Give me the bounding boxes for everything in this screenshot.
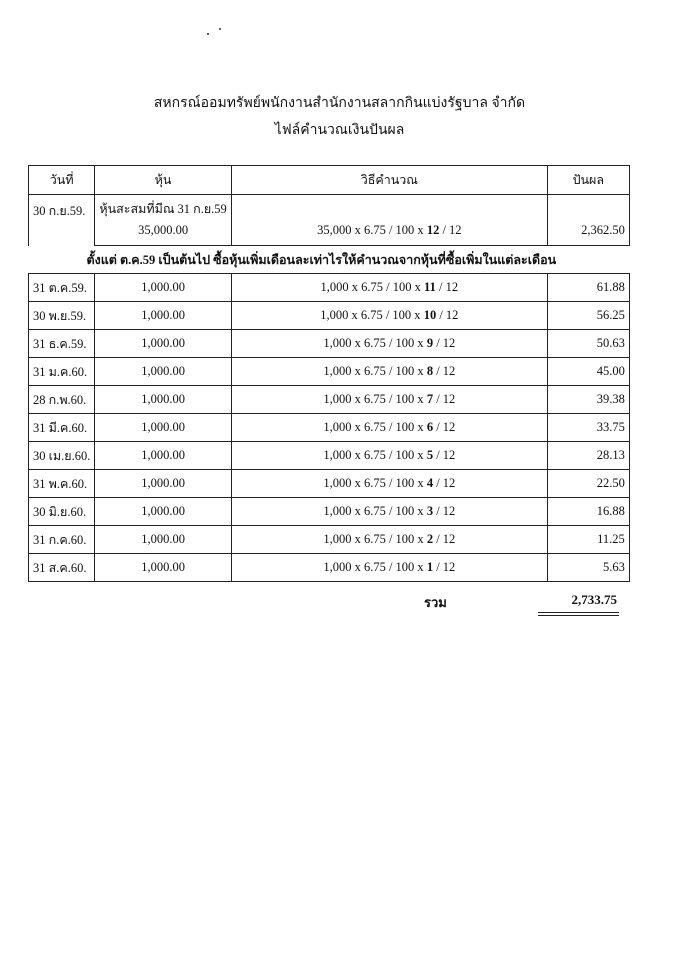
total-double-underline-top	[538, 612, 619, 613]
row-dividend: 2,362.50	[547, 223, 629, 246]
row-dividend: 39.38	[547, 386, 629, 414]
row-shares: 1,000.00	[95, 358, 231, 386]
method-months: 11	[424, 280, 436, 294]
note-row	[29, 246, 630, 274]
row-method	[231, 526, 547, 554]
method-formula: 1,000 x 6.75 / 100 x	[320, 308, 424, 322]
row-shares: 1,000.00	[95, 274, 231, 302]
method-formula: 1,000 x 6.75 / 100 x	[320, 280, 425, 294]
row-date: 31 ธ.ค.59.	[29, 330, 95, 358]
table-row-accumulated	[29, 195, 630, 224]
table-header-row	[29, 166, 630, 195]
row-dividend: 33.75	[547, 414, 629, 442]
method-months: 5	[426, 448, 434, 462]
row-method	[231, 554, 547, 582]
file-title: ไฟล์คำนวณเงินปันผล	[274, 123, 405, 138]
row-method	[231, 470, 547, 498]
row-shares: 1,000.00	[95, 526, 231, 554]
total-double-underline-bottom	[538, 615, 619, 616]
method-formula: 1,000 x 6.75 / 100 x	[323, 364, 427, 378]
method-months: 6	[426, 420, 434, 434]
row-method	[231, 414, 547, 442]
note-text: ตั้งแต่ ต.ค.59 เป็นต้นไป ซื้อหุ้นเพิ่มเดือนละเท่าไรให้คำนวณจากหุ้นที่ซื้อเพิ่มในแต่ละเดือน	[86, 252, 557, 267]
row-dividend: 22.50	[547, 470, 629, 498]
method-formula: 1,000 x 6.75 / 100 x	[323, 532, 427, 546]
row-shares: 1,000.00	[95, 498, 231, 526]
scan-speck	[219, 28, 221, 30]
row-shares: 1,000.00	[95, 470, 231, 498]
method-formula: 1,000 x 6.75 / 100 x	[323, 448, 427, 462]
row-shares: 1,000.00	[95, 302, 231, 330]
method-formula: 1,000 x 6.75 / 100 x	[323, 504, 427, 518]
row-dividend: 5.63	[547, 554, 629, 582]
org-name: สหกรณ์ออมทรัพย์พนักงานสำนักงานสลากกินแบ่งรัฐบาล จำกัด	[153, 96, 526, 111]
row-dividend: 45.00	[547, 358, 629, 386]
row-dividend: 50.63	[547, 330, 629, 358]
method-divisor: / 12	[433, 364, 456, 378]
table-row	[29, 302, 630, 330]
method-formula: 35,000 x 6.75 / 100 x	[317, 223, 427, 237]
col-header-dividend: ปันผล	[547, 166, 629, 195]
row-method	[231, 442, 547, 470]
row-date: 31 พ.ค.60.	[29, 470, 95, 498]
col-header-date: วันที่	[29, 166, 95, 195]
row-date: 30 เม.ย.60.	[29, 442, 95, 470]
method-months: 10	[423, 308, 437, 322]
method-divisor: / 12	[433, 392, 456, 406]
col-header-shares: หุ้น	[95, 166, 231, 195]
method-divisor: / 12	[433, 532, 456, 546]
row-date: 30 มิ.ย.60.	[29, 498, 95, 526]
table-row	[29, 358, 630, 386]
table-row	[29, 554, 630, 582]
row-method-empty	[231, 195, 547, 224]
row-date: 31 ม.ค.60.	[29, 358, 95, 386]
row-shares: 1,000.00	[95, 554, 231, 582]
method-months: 2	[426, 532, 434, 546]
method-divisor: / 12	[433, 504, 456, 518]
method-formula: 1,000 x 6.75 / 100 x	[323, 420, 427, 434]
method-months: 9	[426, 336, 434, 350]
row-dividend: 28.13	[547, 442, 629, 470]
method-formula: 1,000 x 6.75 / 100 x	[323, 336, 427, 350]
row-date: 30 ก.ย.59.	[29, 195, 95, 246]
table-row	[29, 414, 630, 442]
table-row	[29, 526, 630, 554]
row-date: 31 ต.ค.59.	[29, 274, 95, 302]
row-date: 31 ส.ค.60.	[29, 554, 95, 582]
row-method	[231, 358, 547, 386]
accumulated-label: หุ้นสะสมที่มีณ 31 ก.ย.59	[95, 195, 231, 224]
row-dividend: 16.88	[547, 498, 629, 526]
row-date: 31 ก.ค.60.	[29, 526, 95, 554]
method-divisor: / 12	[433, 420, 456, 434]
method-divisor: / 12	[436, 308, 459, 322]
table-row-accumulated-values	[29, 223, 630, 246]
row-shares: 35,000.00	[95, 223, 231, 246]
table-row	[29, 442, 630, 470]
row-method	[231, 274, 547, 302]
method-divisor: / 12	[433, 448, 456, 462]
table-body	[29, 195, 630, 582]
table-row	[29, 498, 630, 526]
method-divisor: / 12	[433, 560, 456, 574]
row-dividend-empty	[547, 195, 629, 224]
row-method	[231, 223, 547, 246]
method-formula: 1,000 x 6.75 / 100 x	[323, 560, 427, 574]
method-months: 7	[426, 392, 434, 406]
method-months: 8	[426, 364, 434, 378]
table-row	[29, 330, 630, 358]
row-method	[231, 302, 547, 330]
col-header-method: วิธีคำนวณ	[231, 166, 547, 195]
row-dividend: 61.88	[547, 274, 629, 302]
table-row	[29, 470, 630, 498]
table-row	[29, 274, 630, 302]
row-shares: 1,000.00	[95, 414, 231, 442]
row-date: 31 มี.ค.60.	[29, 414, 95, 442]
table-row	[29, 386, 630, 414]
row-method	[231, 498, 547, 526]
method-months: 12	[426, 223, 440, 237]
row-shares: 1,000.00	[95, 386, 231, 414]
row-shares: 1,000.00	[95, 442, 231, 470]
row-method	[231, 386, 547, 414]
method-formula: 1,000 x 6.75 / 100 x	[323, 392, 427, 406]
total-label: รวม	[424, 595, 447, 610]
dividend-table	[28, 165, 630, 582]
total-value: 2,733.75	[571, 592, 617, 607]
row-method	[231, 330, 547, 358]
row-date: 30 พ.ย.59.	[29, 302, 95, 330]
method-divisor: / 12	[435, 280, 459, 294]
scan-speck	[207, 33, 209, 35]
row-shares: 1,000.00	[95, 330, 231, 358]
row-dividend: 56.25	[547, 302, 629, 330]
row-dividend: 11.25	[547, 526, 629, 554]
method-months: 4	[426, 476, 434, 490]
method-divisor: / 12	[439, 223, 462, 237]
method-divisor: / 12	[433, 476, 456, 490]
row-date: 28 ก.พ.60.	[29, 386, 95, 414]
method-divisor: / 12	[433, 336, 456, 350]
method-months: 1	[426, 560, 434, 574]
method-months: 3	[426, 504, 434, 518]
method-formula: 1,000 x 6.75 / 100 x	[323, 476, 427, 490]
